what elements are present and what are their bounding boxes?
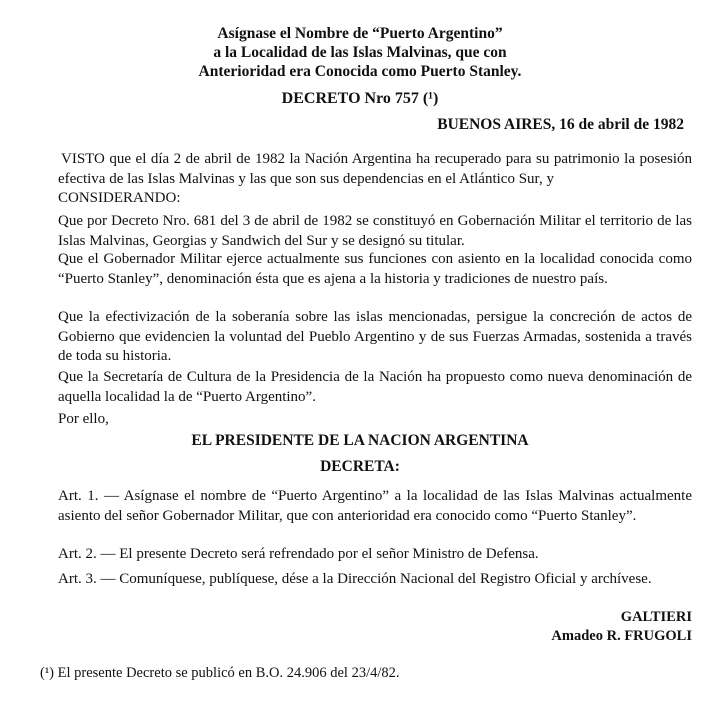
article-3: Art. 3. — Comuníquese, publíquese, dése a la Dirección Nacional del Registro Oficial y archívese. — [58, 571, 652, 587]
considerando-paragraph-3: Que la efectivización de la soberanía sobre las islas mencionadas, persigue la concreción de actos de Gobierno que evidencien la voluntad del Pueblo Argentino y de sus Fuerzas Armadas, sostenida a través de toda su historia. — [58, 309, 692, 364]
considerando-paragraph-2: Que el Gobernador Militar ejerce actualmente sus funciones con asiento en la localidad conocida como “Puerto Stanley”, denominación ésta que es ajena a la historia y tradiciones de nuestro país. — [58, 251, 692, 287]
por-ello: Por ello, — [58, 411, 109, 427]
decree-number — [0, 90, 720, 108]
document-title — [0, 24, 720, 81]
article-2: Art. 2. — El presente Decreto será refrendado por el señor Ministro de Defensa. — [58, 546, 539, 562]
decreta-heading: DECRETA: — [320, 458, 400, 475]
decree-note-mark: (¹) — [422, 90, 439, 107]
signature-galtieri: GALTIERI — [620, 609, 692, 625]
decree-label: DECRETO Nro 757 — [281, 90, 419, 107]
considerando-heading: CONSIDERANDO: — [58, 190, 181, 206]
title-line-3: Anterioridad era Conocida como Puerto Stanley. — [198, 63, 522, 80]
footnote-text: El presente Decreto se publicó en B.O. 24.906 del 23/4/82. — [57, 665, 400, 681]
considerando-paragraph-4: Que la Secretaría de Cultura de la Presidencia de la Nación ha propuesto como nueva denominación de aquella localidad la de “Puerto Argentino”. — [58, 369, 692, 405]
footnote — [40, 665, 400, 682]
article-1: Art. 1. — Asígnase el nombre de “Puerto Argentino” a la localidad de las Islas Malvinas actualmente asiento del señor Gobernador Militar, que con anterioridad era conocido como “Puerto Stanley”. — [58, 488, 692, 524]
president-heading: EL PRESIDENTE DE LA NACION ARGENTINA — [191, 432, 529, 449]
signature-frugoli: Amadeo R. FRUGOLI — [551, 628, 692, 644]
decree-date: BUENOS AIRES, 16 de abril de 1982 — [437, 116, 684, 133]
footnote-mark: (¹) — [40, 665, 55, 681]
title-line-1: Asígnase el Nombre de “Puerto Argentino” — [217, 25, 503, 42]
visto-paragraph: VISTO que el día 2 de abril de 1982 la Nación Argentina ha recuperado para su patrimonio la posesión efectiva de las Islas Malvinas y las que son sus dependencias en el Atlántico Sur, y — [58, 151, 692, 187]
considerando-paragraph-1: Que por Decreto Nro. 681 del 3 de abril de 1982 se constituyó en Gobernación Militar el territorio de las Islas Malvinas, Georgias y Sandwich del Sur y se designó su titular. — [58, 213, 692, 249]
title-line-2: a la Localidad de las Islas Malvinas, que con — [213, 44, 507, 61]
